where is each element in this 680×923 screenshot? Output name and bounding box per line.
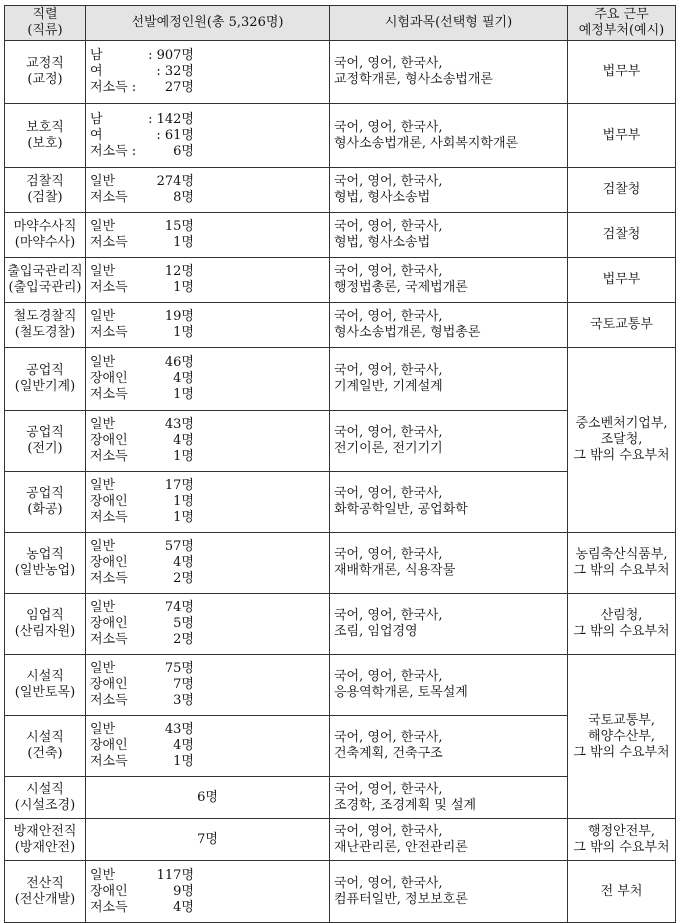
header-dept-line: 주요 근무 bbox=[594, 7, 649, 22]
header-positions: 선발예정인원(총 5,326명) bbox=[86, 6, 330, 41]
job-cell bbox=[5, 716, 86, 777]
job-cell bbox=[5, 213, 86, 258]
position-count: 1명 bbox=[173, 754, 194, 769]
dept-cell bbox=[568, 41, 676, 104]
dept-line: 국토교통부, bbox=[588, 712, 655, 728]
dept-line: 중소벤처기업부, bbox=[575, 416, 668, 431]
position-count: 5명 bbox=[173, 616, 194, 631]
position-label: 저소득 bbox=[90, 280, 128, 295]
dept-line: 법무부 bbox=[602, 127, 641, 143]
positions-cell bbox=[86, 655, 330, 716]
job-cell bbox=[5, 104, 86, 168]
subjects-cell bbox=[330, 777, 568, 819]
position-label: 여 bbox=[90, 127, 103, 143]
positions-cell bbox=[86, 303, 330, 348]
position-line bbox=[90, 693, 329, 709]
position-label: 일반 bbox=[90, 600, 116, 615]
position-label: 저소득 bbox=[90, 899, 128, 915]
position-line bbox=[90, 478, 329, 494]
dept-line: 그 밖의 수요부처 bbox=[573, 624, 670, 639]
position-label: 일반 bbox=[90, 478, 116, 493]
positions-cell bbox=[86, 41, 330, 104]
job-name-line: 보호직 bbox=[26, 119, 64, 135]
recruitment-table bbox=[4, 5, 676, 923]
job-name-line: 교정직 bbox=[26, 56, 64, 71]
position-line bbox=[90, 738, 329, 754]
position-label: 장애인 bbox=[90, 555, 128, 570]
dept-line: 해양수산부, bbox=[588, 728, 655, 744]
position-line bbox=[90, 235, 329, 251]
header-job-line: (직류) bbox=[27, 23, 63, 38]
position-label: 저소득 bbox=[90, 449, 128, 464]
position-label: 저소득 : bbox=[90, 143, 137, 159]
table-row bbox=[5, 303, 676, 348]
position-line bbox=[90, 417, 329, 433]
position-label: 일반 bbox=[90, 309, 116, 324]
position-count: 74명 bbox=[164, 600, 194, 615]
position-count: 2명 bbox=[173, 632, 194, 647]
position-count: 4명 bbox=[173, 899, 194, 915]
job-name-line: 출입국관리직 bbox=[7, 264, 83, 279]
position-count: 1명 bbox=[173, 235, 194, 250]
subject-line: 재난관리론, 안전관리론 bbox=[334, 839, 468, 855]
subjects-cell bbox=[330, 655, 568, 716]
job-name-line: (보호) bbox=[27, 135, 63, 151]
position-label: 일반 bbox=[90, 867, 116, 883]
position-line bbox=[90, 219, 329, 235]
table-row bbox=[5, 168, 676, 213]
dept-line: 농림축산식품부, bbox=[575, 547, 668, 562]
subject-line: 화학공학일반, 공업화학 bbox=[334, 502, 468, 517]
job-name-line: 공업직 bbox=[26, 363, 64, 378]
position-line bbox=[90, 600, 329, 616]
position-line bbox=[90, 900, 329, 916]
subject-line: 국어, 영어, 한국사, bbox=[334, 730, 443, 745]
position-label: 저소득 : bbox=[90, 80, 137, 95]
subject-line: 국어, 영어, 한국사, bbox=[334, 823, 443, 839]
position-label: 일반 bbox=[90, 264, 116, 279]
job-name-line: (시설조경) bbox=[14, 797, 76, 813]
position-line bbox=[90, 280, 329, 296]
position-count: 274명 bbox=[156, 174, 194, 189]
table-row bbox=[5, 594, 676, 655]
position-label: 일반 bbox=[90, 661, 116, 676]
table-row bbox=[5, 533, 676, 594]
position-count: 43명 bbox=[164, 722, 194, 737]
job-name-line: 전산직 bbox=[26, 875, 64, 891]
subject-line: 국어, 영어, 한국사, bbox=[334, 875, 443, 891]
position-line bbox=[90, 80, 329, 96]
position-label: 장애인 bbox=[90, 371, 128, 386]
position-line bbox=[90, 494, 329, 510]
position-line bbox=[90, 884, 329, 900]
position-label: 장애인 bbox=[90, 494, 128, 509]
position-count: 1명 bbox=[173, 325, 194, 340]
table-row bbox=[5, 819, 676, 861]
positions-cell bbox=[86, 104, 330, 168]
position-label: 장애인 bbox=[90, 677, 128, 692]
position-line bbox=[90, 64, 329, 80]
positions-cell bbox=[86, 213, 330, 258]
dept-cell bbox=[568, 213, 676, 258]
job-cell bbox=[5, 168, 86, 213]
position-count: 57명 bbox=[164, 539, 194, 554]
table-row bbox=[5, 104, 676, 168]
position-count: 4명 bbox=[173, 371, 194, 386]
position-line bbox=[90, 661, 329, 677]
dept-cell bbox=[568, 104, 676, 168]
table-row bbox=[5, 258, 676, 303]
position-line bbox=[90, 571, 329, 587]
header-job-line: 직렬 bbox=[32, 7, 58, 22]
positions-cell bbox=[86, 533, 330, 594]
subject-line: 국어, 영어, 한국사, bbox=[334, 425, 443, 440]
subjects-cell bbox=[330, 168, 568, 213]
dept-cell bbox=[568, 861, 676, 923]
position-label: 저소득 bbox=[90, 387, 128, 402]
position-label: 저소득 bbox=[90, 693, 128, 708]
position-label: 일반 bbox=[90, 539, 116, 554]
position-line bbox=[90, 264, 329, 280]
dept-cell bbox=[568, 303, 676, 348]
dept-cell bbox=[568, 655, 676, 819]
position-count: 117명 bbox=[156, 867, 194, 883]
subject-line: 국어, 영어, 한국사, bbox=[334, 547, 443, 562]
subject-line: 국어, 영어, 한국사, bbox=[334, 309, 443, 324]
dept-line: 그 밖의 수요부처 bbox=[573, 839, 670, 855]
position-label: 저소득 bbox=[90, 510, 128, 525]
header-row bbox=[5, 6, 676, 41]
position-count: 8명 bbox=[173, 190, 194, 205]
position-count: 7명 bbox=[173, 677, 194, 692]
subject-line: 건축계획, 건축구조 bbox=[334, 746, 443, 761]
subjects-cell bbox=[330, 104, 568, 168]
job-cell bbox=[5, 861, 86, 923]
position-count: 3명 bbox=[173, 693, 194, 708]
job-cell bbox=[5, 411, 86, 472]
job-name-line: 철도경찰직 bbox=[13, 309, 77, 324]
positions-cell bbox=[86, 168, 330, 213]
job-name-line: (마약수사) bbox=[14, 235, 76, 250]
position-count: 43명 bbox=[164, 417, 194, 432]
positions-cell bbox=[86, 348, 330, 411]
position-count: 1명 bbox=[173, 449, 194, 464]
position-count: 1명 bbox=[173, 280, 194, 295]
position-line bbox=[90, 309, 329, 325]
table-row bbox=[5, 655, 676, 716]
job-name-line: 시설직 bbox=[26, 669, 64, 684]
dept-cell bbox=[568, 594, 676, 655]
positions-cell bbox=[86, 411, 330, 472]
job-cell bbox=[5, 777, 86, 819]
positions-cell bbox=[86, 472, 330, 533]
positions-cell bbox=[86, 594, 330, 655]
position-label: 일반 bbox=[90, 219, 116, 234]
subject-line: 국어, 영어, 한국사, bbox=[334, 486, 443, 501]
job-name-line: (방재안전) bbox=[14, 839, 76, 855]
dept-line: 그 밖의 수요부처 bbox=[573, 563, 670, 578]
position-label: 장애인 bbox=[90, 883, 128, 899]
position-label: 일반 bbox=[90, 722, 116, 737]
position-line bbox=[90, 387, 329, 403]
job-name-line: 임업직 bbox=[26, 608, 64, 623]
dept-line: 법무부 bbox=[602, 64, 641, 79]
dept-line: 행정안전부, bbox=[588, 823, 655, 839]
job-name-line: (전산개발) bbox=[14, 891, 76, 907]
header-job bbox=[5, 6, 86, 41]
dept-line: 전 부처 bbox=[600, 883, 643, 899]
position-line bbox=[90, 355, 329, 371]
position-label: 장애인 bbox=[90, 433, 128, 448]
subject-line: 국어, 영어, 한국사, bbox=[334, 119, 443, 135]
job-name-line: (출입국관리) bbox=[8, 280, 82, 295]
positions-cell: 7명 bbox=[86, 819, 330, 861]
position-label: 일반 bbox=[90, 174, 116, 189]
position-line bbox=[90, 616, 329, 632]
job-cell bbox=[5, 533, 86, 594]
subjects-cell bbox=[330, 411, 568, 472]
position-line bbox=[90, 112, 329, 128]
job-cell bbox=[5, 655, 86, 716]
position-count: 6명 bbox=[173, 143, 194, 159]
position-count: 2명 bbox=[173, 571, 194, 586]
job-name-line: 마약수사직 bbox=[13, 219, 77, 234]
subject-line: 형법, 형사소송법 bbox=[334, 190, 431, 205]
position-count: 1명 bbox=[173, 494, 194, 509]
position-label: 장애인 bbox=[90, 616, 128, 631]
job-name-line: (일반농업) bbox=[14, 563, 76, 578]
position-line bbox=[90, 754, 329, 770]
table-row bbox=[5, 348, 676, 411]
table-row bbox=[5, 41, 676, 104]
positions-cell bbox=[86, 258, 330, 303]
subject-line: 형법, 형사소송법 bbox=[334, 235, 431, 250]
dept-line: 국토교통부 bbox=[590, 317, 653, 332]
job-name-line: (건축) bbox=[27, 746, 63, 761]
position-label: 여 bbox=[90, 64, 103, 79]
job-name-line: 방재안전직 bbox=[13, 823, 77, 839]
position-count: 75명 bbox=[164, 661, 194, 676]
header-dept bbox=[568, 6, 676, 41]
position-line bbox=[90, 510, 329, 526]
subject-line: 형사소송법개론, 형법총론 bbox=[334, 325, 481, 340]
position-count: 4명 bbox=[173, 433, 194, 448]
subject-line: 조경학, 조경계획 및 설계 bbox=[334, 797, 477, 813]
positions-cell bbox=[86, 716, 330, 777]
subjects-cell bbox=[330, 258, 568, 303]
table-row bbox=[5, 213, 676, 258]
position-count: 4명 bbox=[173, 555, 194, 570]
subjects-cell bbox=[330, 472, 568, 533]
job-name-line: (전기) bbox=[27, 441, 63, 456]
position-line bbox=[90, 174, 329, 190]
job-name-line: (교정) bbox=[27, 72, 63, 87]
position-line bbox=[90, 190, 329, 206]
position-line bbox=[90, 48, 329, 64]
dept-cell bbox=[568, 258, 676, 303]
job-name-line: (검찰) bbox=[27, 190, 63, 205]
job-cell bbox=[5, 303, 86, 348]
position-line bbox=[90, 371, 329, 387]
position-line bbox=[90, 144, 329, 160]
dept-line: 조달청, bbox=[600, 432, 643, 447]
subject-line: 국어, 영어, 한국사, bbox=[334, 56, 443, 71]
job-cell bbox=[5, 348, 86, 411]
position-label: 저소득 bbox=[90, 235, 128, 250]
position-label: 장애인 bbox=[90, 738, 128, 753]
dept-line: 검찰청 bbox=[602, 227, 641, 242]
job-cell bbox=[5, 258, 86, 303]
position-label: 저소득 bbox=[90, 325, 128, 340]
dept-line: 그 밖의 수요부처 bbox=[573, 448, 670, 463]
table-row bbox=[5, 861, 676, 923]
position-count: 4명 bbox=[173, 738, 194, 753]
job-cell bbox=[5, 472, 86, 533]
subject-line: 조림, 임업경영 bbox=[334, 624, 418, 639]
subject-line: 응용역학개론, 토목설계 bbox=[334, 685, 468, 700]
subjects-cell bbox=[330, 819, 568, 861]
position-count: 19명 bbox=[164, 309, 194, 324]
subject-line: 재배학개론, 식용작물 bbox=[334, 563, 456, 578]
subject-line: 국어, 영어, 한국사, bbox=[334, 219, 443, 234]
position-count: 12명 bbox=[164, 264, 194, 279]
subject-line: 기계일반, 기계설계 bbox=[334, 379, 443, 394]
dept-line: 법무부 bbox=[602, 272, 641, 287]
subject-line: 컴퓨터일반, 정보보호론 bbox=[334, 891, 468, 907]
job-cell bbox=[5, 819, 86, 861]
subject-line: 국어, 영어, 한국사, bbox=[334, 363, 443, 378]
position-label: 저소득 bbox=[90, 190, 128, 205]
job-name-line: (화공) bbox=[27, 502, 63, 517]
position-count: : 907명 bbox=[148, 48, 194, 63]
position-line bbox=[90, 722, 329, 738]
job-name-line: 시설직 bbox=[26, 781, 64, 797]
position-count: : 61명 bbox=[156, 127, 194, 143]
dept-line: 검찰청 bbox=[602, 182, 641, 197]
job-name-line: 검찰직 bbox=[26, 174, 64, 189]
positions-cell: 6명 bbox=[86, 777, 330, 819]
position-count: 9명 bbox=[173, 883, 194, 899]
header-subjects: 시험과목(선택형 필기) bbox=[330, 6, 568, 41]
subjects-cell bbox=[330, 303, 568, 348]
position-label: 남 bbox=[90, 48, 103, 63]
job-name-line: (일반기계) bbox=[14, 379, 76, 394]
subjects-cell bbox=[330, 348, 568, 411]
position-line bbox=[90, 868, 329, 884]
position-line bbox=[90, 128, 329, 144]
subjects-cell bbox=[330, 533, 568, 594]
position-count: 46명 bbox=[164, 355, 194, 370]
job-cell bbox=[5, 594, 86, 655]
job-name-line: 공업직 bbox=[26, 486, 64, 501]
position-label: 저소득 bbox=[90, 754, 128, 769]
position-line bbox=[90, 433, 329, 449]
positions-cell bbox=[86, 861, 330, 923]
position-label: 일반 bbox=[90, 417, 116, 432]
position-label: 저소득 bbox=[90, 632, 128, 647]
subjects-cell bbox=[330, 861, 568, 923]
position-line bbox=[90, 539, 329, 555]
job-cell bbox=[5, 41, 86, 104]
dept-cell bbox=[568, 348, 676, 533]
subjects-cell bbox=[330, 213, 568, 258]
subject-line: 행정법총론, 국제법개론 bbox=[334, 280, 468, 295]
subjects-cell bbox=[330, 594, 568, 655]
position-line bbox=[90, 632, 329, 648]
job-name-line: 공업직 bbox=[26, 425, 64, 440]
subjects-cell bbox=[330, 716, 568, 777]
subject-line: 국어, 영어, 한국사, bbox=[334, 264, 443, 279]
subject-line: 형사소송법개론, 사회복지학개론 bbox=[334, 135, 519, 151]
position-count: 1명 bbox=[173, 387, 194, 402]
job-name-line: 시설직 bbox=[26, 730, 64, 745]
dept-cell bbox=[568, 819, 676, 861]
subject-line: 국어, 영어, 한국사, bbox=[334, 608, 443, 623]
dept-line: 산림청, bbox=[600, 608, 643, 623]
position-label: 남 bbox=[90, 111, 103, 127]
dept-line: 그 밖의 수요부처 bbox=[573, 744, 670, 760]
dept-cell bbox=[568, 168, 676, 213]
job-name-line: (산림자원) bbox=[14, 624, 76, 639]
header-dept-line: 예정부처(예시) bbox=[578, 23, 665, 38]
subject-line: 전기이론, 전기기기 bbox=[334, 441, 443, 456]
job-name-line: (철도경찰) bbox=[14, 325, 76, 340]
job-name-line: 농업직 bbox=[26, 547, 64, 562]
subjects-cell bbox=[330, 41, 568, 104]
subject-line: 국어, 영어, 한국사, bbox=[334, 781, 443, 797]
subject-line: 교정학개론, 형사소송법개론 bbox=[334, 72, 493, 87]
position-count: : 32명 bbox=[156, 64, 194, 79]
position-line bbox=[90, 449, 329, 465]
position-line bbox=[90, 677, 329, 693]
dept-cell bbox=[568, 533, 676, 594]
job-name-line: (일반토목) bbox=[14, 685, 76, 700]
position-label: 일반 bbox=[90, 355, 116, 370]
position-count: 1명 bbox=[173, 510, 194, 525]
position-line bbox=[90, 555, 329, 571]
position-label: 저소득 bbox=[90, 571, 128, 586]
subject-line: 국어, 영어, 한국사, bbox=[334, 669, 443, 684]
subject-line: 국어, 영어, 한국사, bbox=[334, 174, 443, 189]
position-line bbox=[90, 325, 329, 341]
position-count: 17명 bbox=[164, 478, 194, 493]
position-count: 27명 bbox=[164, 80, 194, 95]
position-count: : 142명 bbox=[148, 111, 194, 127]
position-count: 15명 bbox=[164, 219, 194, 234]
